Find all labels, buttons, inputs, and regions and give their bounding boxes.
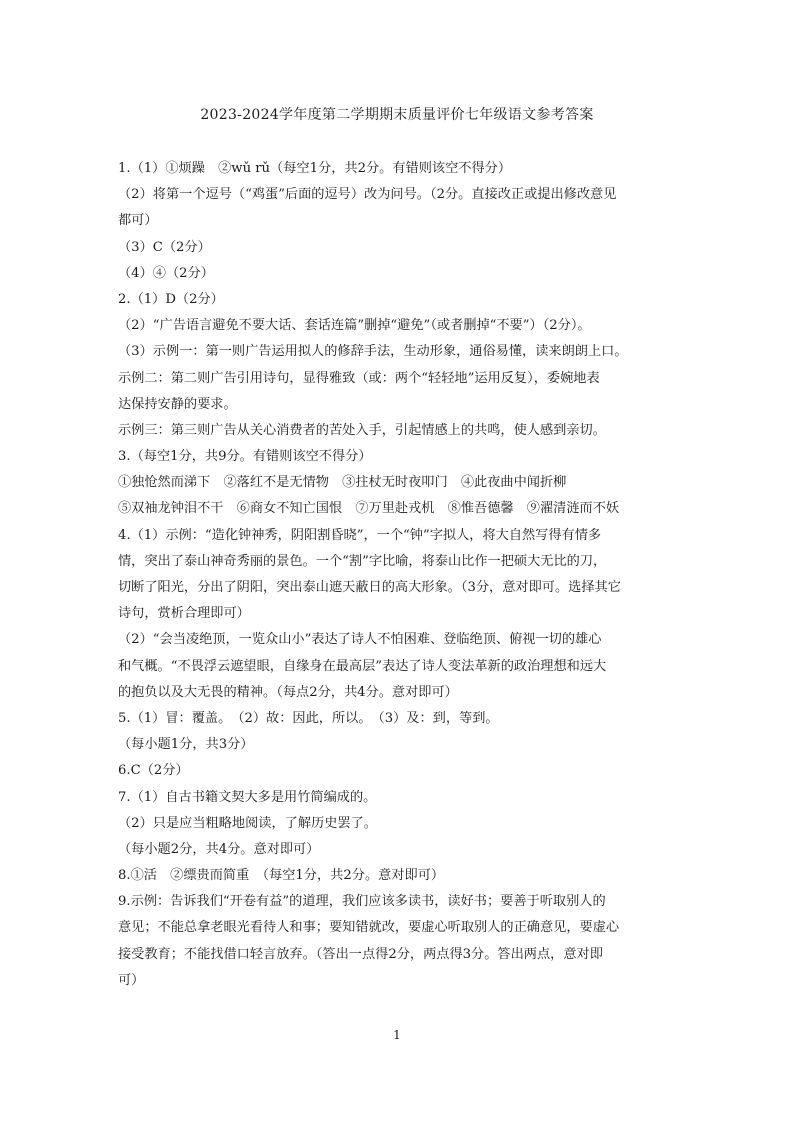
text-line: 示例二：第二则广告引用诗句，显得雅致（或：两个“轻轻地”运用反复），委婉地表 bbox=[118, 370, 600, 386]
text-line: （每小题2分，共4分。意对即可） bbox=[118, 841, 320, 857]
text-line: （2）只是应当粗略地阅读，了解历史罢了。 bbox=[118, 815, 377, 831]
text-line: 接受教育；不能找借口轻言放弃。（答出一点得2分，两点得3分。答出两点，意对即 bbox=[118, 946, 603, 962]
text-line: 9.示例：告诉我们“开卷有益”的道理，我们应该多读书，读好书；要善于听取别人的 bbox=[118, 894, 606, 910]
text-line: 切断了阳光，分出了阴阳，突出泰山遮天蔽日的高大形象。（3分，意对即可。选择其它 bbox=[118, 580, 621, 595]
text-line: 4.（1）示例：“造化钟神秀，阴阳割昏晓”，一个“钟”字拟人，将大自然写得有情多 bbox=[118, 527, 602, 543]
text-line: 6.C（2分） bbox=[118, 763, 189, 779]
text-line: 诗句，赏析合理即可） bbox=[118, 606, 250, 622]
text-line: （2）将第一个逗号（“鸡蛋”后面的逗号）改为问号。（2分。直接改正或提出修改意见 bbox=[118, 187, 617, 203]
answer-body bbox=[118, 156, 674, 994]
text-line: 达保持安静的要求。 bbox=[118, 396, 237, 412]
text-line: 8.①活 ②缥贵而简重 （每空1分，共2分。意对即可） bbox=[118, 868, 445, 884]
text-line: （4）④（2分） bbox=[118, 265, 214, 281]
text-line: 2.（1）D（2分） bbox=[118, 291, 224, 307]
text-line: 和气概。“不畏浮云遮望眼，自缘身在最高层”表达了诗人变法革新的政治理想和远大 bbox=[118, 658, 607, 674]
text-line: ①独怆然而涕下 ②落红不是无情物 ③拄杖无时夜叩门 ④此夜曲中闻折柳 bbox=[118, 475, 567, 491]
text-line: 7.（1）自古书籍文契大多是用竹简编成的。 bbox=[118, 789, 377, 805]
text-line: 3.（每空1分，共9分。有错则该空不得分） bbox=[118, 449, 372, 465]
text-line: 意见；不能总拿老眼光看待人和事；要知错就改，要虚心听取别人的正确意见，要虚心 bbox=[118, 920, 620, 936]
text-line: （3）C（2分） bbox=[118, 239, 211, 255]
text-line: 1.（1）①烦躁 ②wǔ rǔ（每空1分，共2分。有错则该空不得分） bbox=[118, 161, 512, 176]
page-number: 1 bbox=[393, 1028, 401, 1042]
text-line: 示例三：第三则广告从关心消费者的苦处入手，引起情感上的共鸣，使人感到亲切。 bbox=[118, 422, 606, 438]
text-line: 都可） bbox=[118, 213, 158, 229]
text-line: （3）示例一：第一则广告运用拟人的修辞手法，生动形象，通俗易懂，读来朗朗上口。 bbox=[118, 344, 628, 360]
text-line: （每小题1分，共3分） bbox=[118, 737, 254, 753]
text-line: 可） bbox=[118, 972, 145, 988]
text-line: （2）“广告语言避免不要大话、套话连篇”删掉“避免”（或者删掉“不要”）（2分）。 bbox=[118, 318, 591, 334]
page-title: 2023-2024学年度第二学期期末质量评价七年级语文参考答案 bbox=[200, 107, 594, 123]
text-line: 情，突出了泰山神奇秀丽的景色。一个“割”字比喻，将泰山比作一把硕大无比的刀， bbox=[118, 553, 607, 569]
text-line: 5.（1）冒：覆盖。 （2）故：因此，所以。 （3）及：到，等到。 bbox=[118, 710, 499, 726]
text-line: 的抱负以及大无畏的精神。（每点2分，共4分。意对即可） bbox=[118, 684, 458, 700]
text-line: （2）“会当凌绝顶，一览众山小”表达了诗人不怕困难、登临绝顶、俯视一切的雄心 bbox=[118, 632, 602, 648]
text-line: ⑤双袖龙钟泪不干 ⑥商女不知亡国恨 ⑦万里赴戎机 ⑧惟吾德馨 ⑨濯清涟而不妖 bbox=[118, 501, 620, 517]
